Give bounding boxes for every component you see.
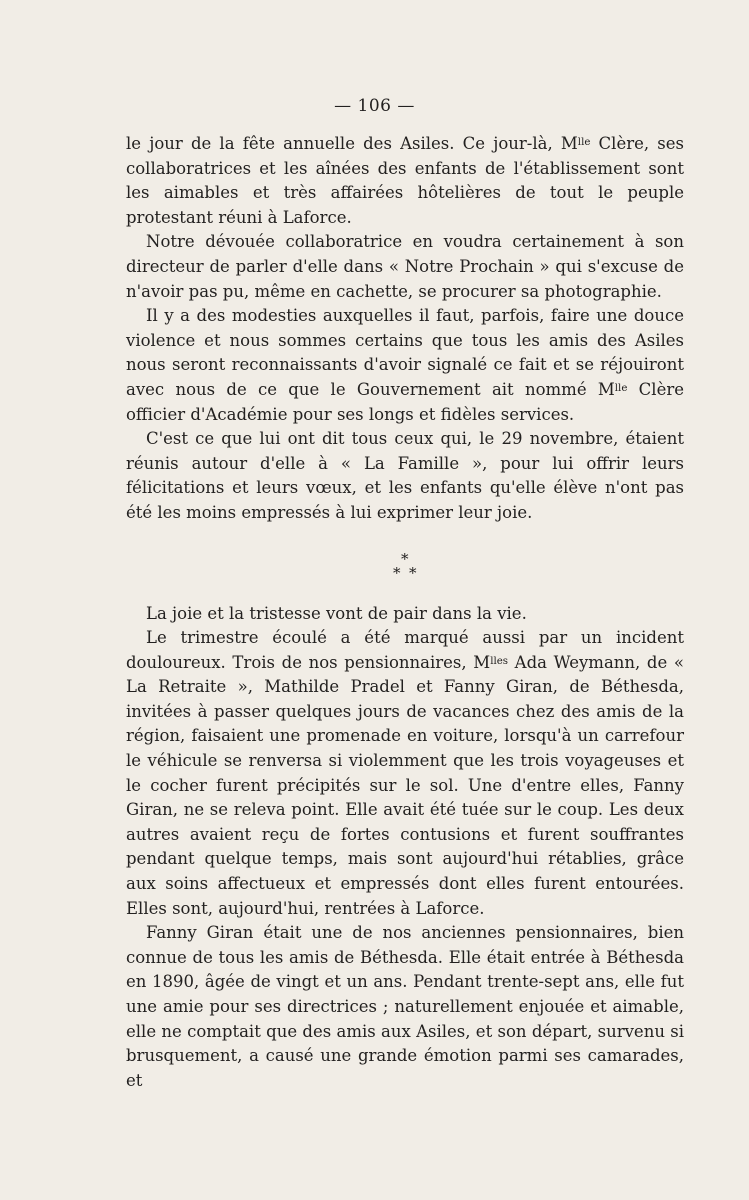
page-number: — 106 — <box>334 96 415 116</box>
paragraph-5: La joie et la tristesse vont de pair dans la vie. <box>146 603 527 623</box>
paragraph-2: Notre dévouée collaboratrice en voudra certainement à son directeur de parler d'elle dans « Notre Prochain » qui s'excuse de n'avoir pas pu, même en cachette, se procurer sa photographie. <box>126 232 684 301</box>
svg-text:*: * <box>409 563 417 582</box>
svg-text:*: * <box>393 563 401 582</box>
paragraph-1: le jour de la fête annuelle des Asiles. Ce jour-là, $M^{lle}$ Clère, ses collaboratrices et les aînées des enfants de l'établissement sont les aimables et très affairées hôtelières de tout le peuple protestant réuni à Laforce. <box>126 134 684 227</box>
asterism-separator <box>385 548 425 588</box>
paragraph-7: Fanny Giran était une de nos anciennes pensionnaires, bien connue de tous les amis de Béthesda. Elle était entrée à Béthesda en 1890, âgée de vingt et un ans. Pendant trente-sept ans, elle fut une amie pour ses directrices ; naturellement enjouée et aimable, elle ne comptait que des amis aux Asiles, et son départ, survenu si brusquement, a causé une grande émotion parmi ses camarades, et <box>126 923 684 1090</box>
paragraph-6: Le trimestre écoulé a été marqué aussi par un incident douloureux. Trois de nos pensionnaires, $M^{lles}$ Ada Weymann, de « La Retraite », Mathilde Pradel et Fanny Giran, de Béthesda, invitées à passer quelques jours de vacances chez des amis de la région, faisaient une promenade en voiture, lorsqu'à un carrefour le véhicule se renversa si violemment que les trois voyageuses et le cocher furent précipités sur le sol. Une d'entre elles, Fanny Giran, ne se releva point. Elle avait été tuée sur le coup. Les deux autres avaient reçu de fortes contusions et furent souffrantes pendant quelque temps, mais sont aujourd'hui rétablies, grâce aux soins affectueux et empressés dont elles furent entourées. Elles sont, aujourd'hui, rentrées à Laforce. <box>126 628 684 918</box>
body-text <box>126 132 684 1093</box>
paragraph-4: C'est ce que lui ont dit tous ceux qui, le 29 novembre, étaient réunis autour d'elle à « La Famille », pour lui offrir leurs félicitations et leurs vœux, et les enfants qu'elle élève n'ont pas été les moins empressés à lui exprimer leur joie. <box>126 429 684 522</box>
paragraph-3: Il y a des modesties auxquelles il faut, parfois, faire une douce violence et nous sommes certains que tous les amis des Asiles nous seront reconnaissants d'avoir signalé ce fait et se réjouiront avec nous de ce que le Gouvernement ait nommé $M^{lle}$ Clère officier d'Académie pour ses longs et fidèles services. <box>126 306 684 424</box>
svg-text:*: * <box>401 549 409 568</box>
